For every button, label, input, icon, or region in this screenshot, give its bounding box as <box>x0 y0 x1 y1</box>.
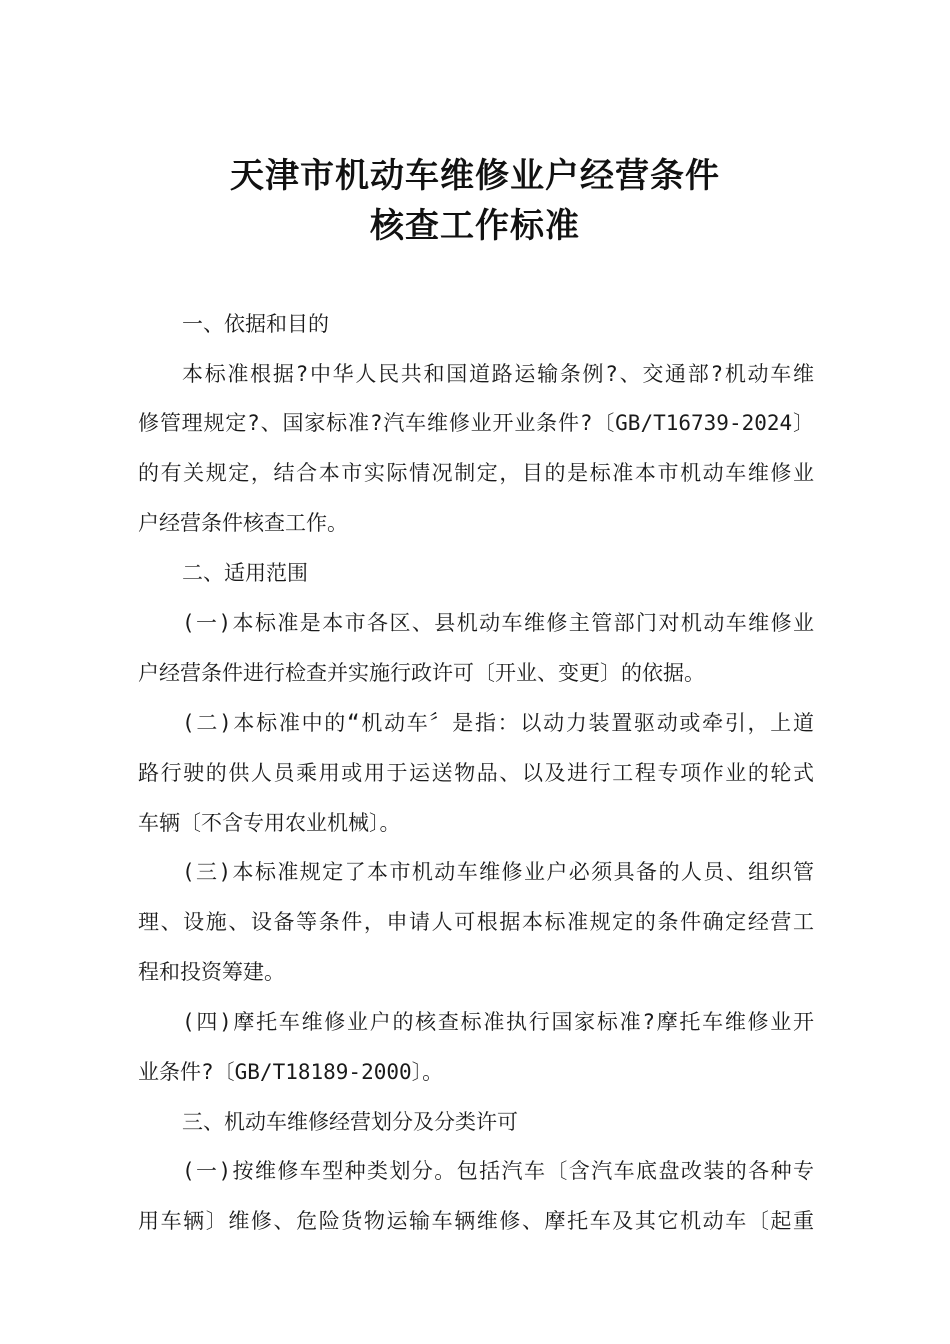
paragraph-line: 车辆〔不含专用农业机械〕。 <box>138 811 401 835</box>
section-heading-1: 一、依据和目的 <box>182 312 329 336</box>
paragraph-line: (二)本标准中的“机动车〞是指：以动力装置驱动或牵引，上道 <box>182 711 814 735</box>
paragraph-line: (一)本标准是本市各区、县机动车维修主管部门对机动车维修业 <box>182 611 814 635</box>
paragraph-line: 户经营条件进行检查并实施行政许可〔开业、变更〕的依据。 <box>138 661 705 685</box>
document-title-line-1: 天津市机动车维修业户经营条件 <box>230 156 720 196</box>
paragraph-line: 修管理规定?、国家标准?汽车维修业开业条件?〔GB/T16739-2024〕 <box>138 411 814 435</box>
paragraph-line: (四)摩托车维修业户的核查标准执行国家标准?摩托车维修业开 <box>182 1010 814 1034</box>
paragraph-line: 用车辆〕维修、危险货物运输车辆维修、摩托车及其它机动车〔起重 <box>138 1209 814 1233</box>
paragraph-line: 路行驶的供人员乘用或用于运送物品、以及进行工程专项作业的轮式 <box>138 761 814 785</box>
paragraph-line: 理、设施、设备等条件，申请人可根据本标准规定的条件确定经营工 <box>138 910 814 934</box>
paragraph-line: 本标准根据?中华人民共和国道路运输条例?、交通部?机动车维 <box>182 362 814 386</box>
paragraph-line: 业条件?〔GB/T18189-2000〕。 <box>138 1060 444 1084</box>
section-heading-3: 三、机动车维修经营划分及分类许可 <box>182 1110 518 1134</box>
section-heading-2: 二、适用范围 <box>182 561 308 585</box>
paragraph-line: (一)按维修车型种类划分。包括汽车〔含汽车底盘改装的各种专 <box>182 1159 814 1183</box>
paragraph-line: 户经营条件核查工作。 <box>138 511 348 535</box>
paragraph-line: (三)本标准规定了本市机动车维修业户必须具备的人员、组织管 <box>182 860 814 884</box>
paragraph-line: 的有关规定，结合本市实际情况制定，目的是标准本市机动车维修业 <box>138 461 814 485</box>
document-title-line-2: 核查工作标准 <box>370 206 580 246</box>
paragraph-line: 程和投资筹建。 <box>138 960 285 984</box>
